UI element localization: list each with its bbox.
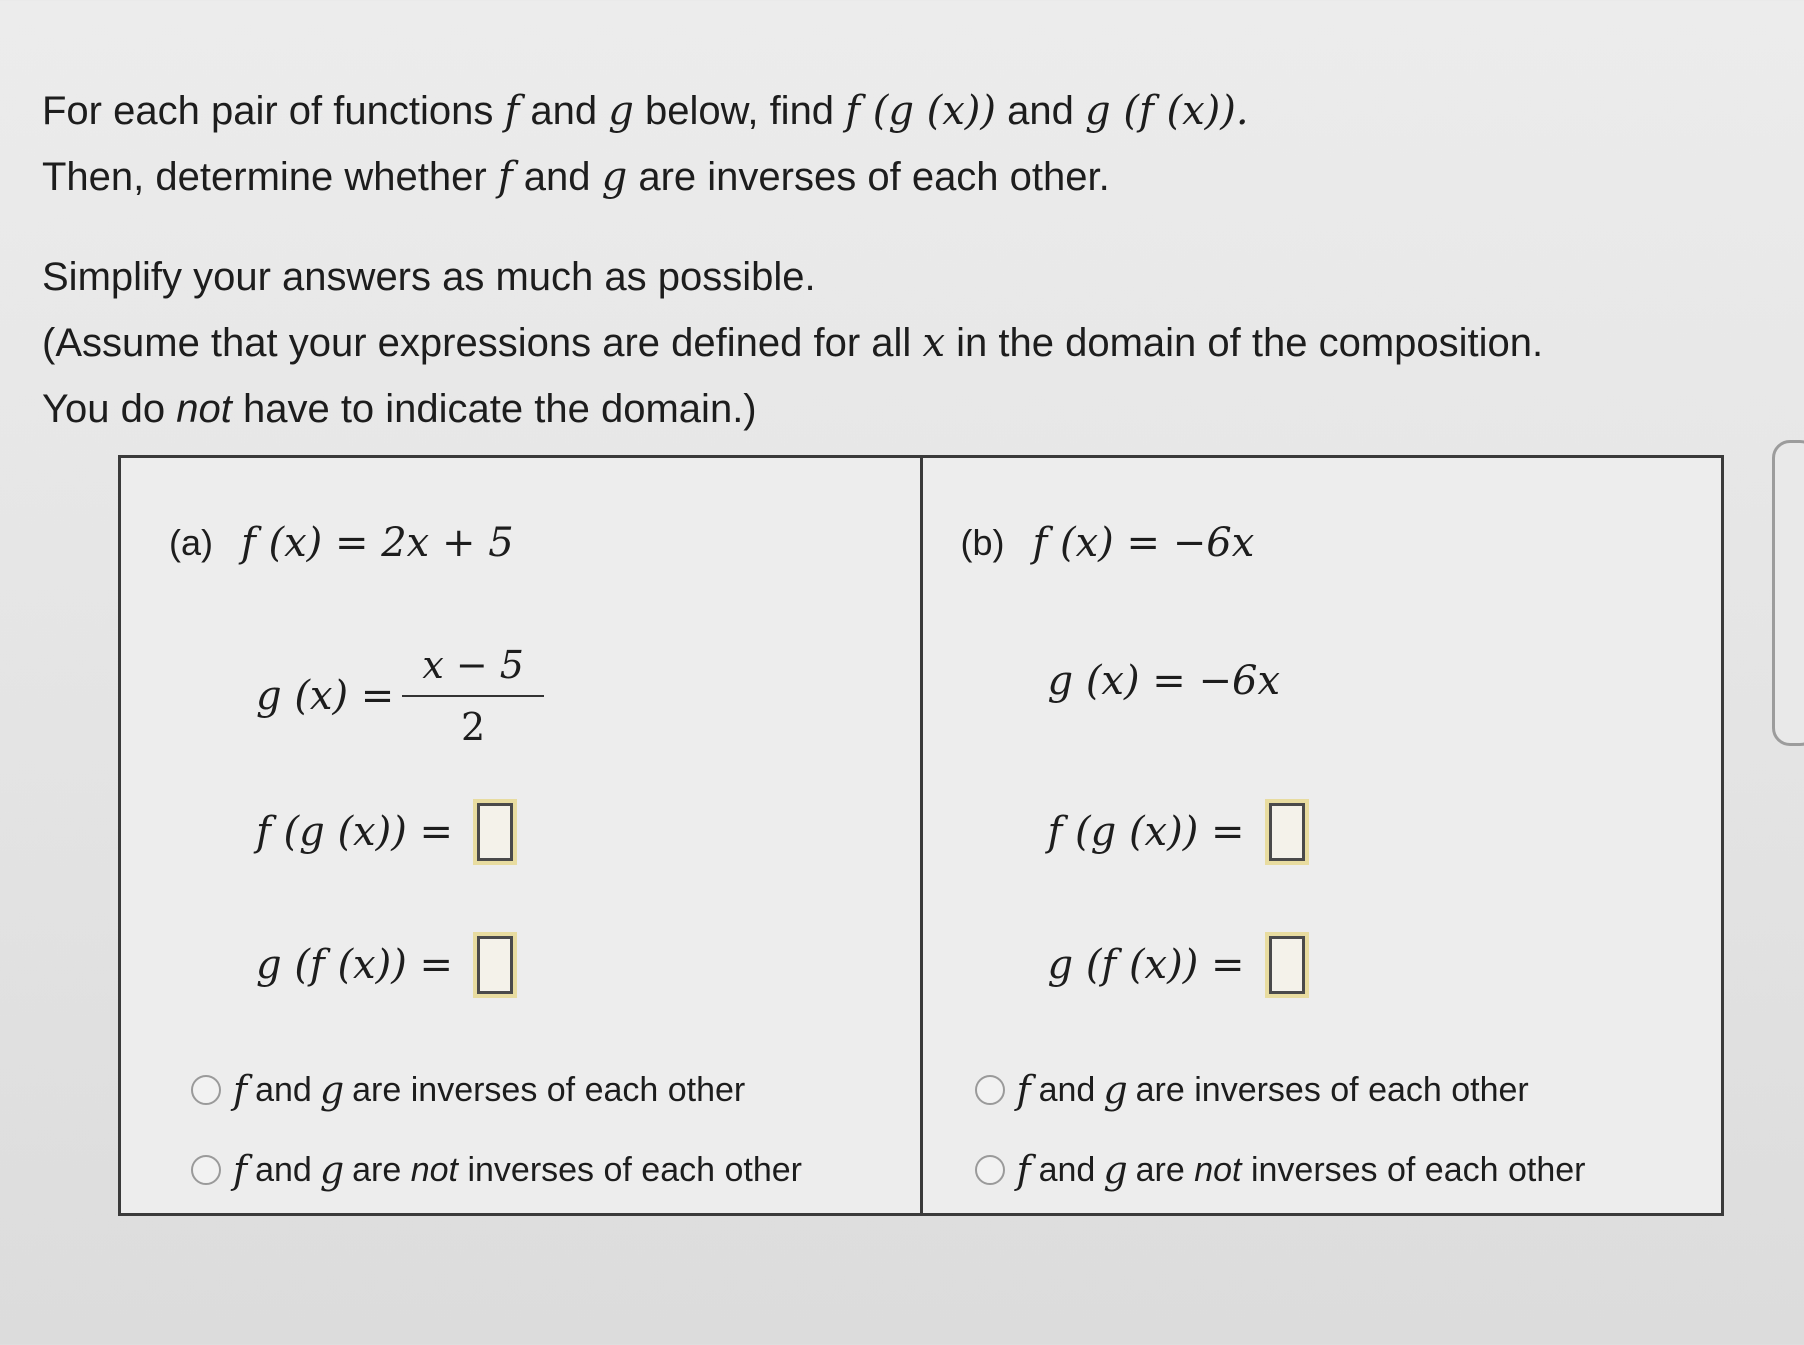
instruction-line-1 — [42, 78, 1762, 144]
math-g: g — [319, 1148, 345, 1192]
emphasis-not: not — [410, 1150, 458, 1189]
part-a-option-inverses[interactable] — [191, 1068, 745, 1112]
option-text: and — [1038, 1070, 1096, 1109]
fraction-denominator: 2 — [402, 695, 544, 749]
math-f: f — [504, 88, 520, 134]
instruction-line-3: Simplify your answers as much as possible. — [42, 255, 816, 299]
part-b-option-not-inverses[interactable] — [975, 1148, 1586, 1192]
spacer — [42, 210, 1762, 244]
radio-button[interactable] — [975, 1075, 1005, 1105]
part-b-g-definition — [1048, 658, 1281, 704]
part-a-f-of-g-row — [256, 803, 513, 861]
part-a-f-definition — [169, 520, 514, 566]
option-text: inverses of each other — [467, 1150, 802, 1189]
instruction-text: You do — [42, 387, 166, 431]
part-a-g-fraction — [412, 643, 534, 749]
instruction-text: below, find — [645, 89, 835, 133]
emphasis-not: not — [1194, 1150, 1242, 1189]
math-g: g — [1103, 1068, 1128, 1112]
part-a-f-of-g-input[interactable] — [477, 803, 513, 861]
option-text: are — [1135, 1150, 1185, 1189]
instruction-text: in the domain of the composition. — [956, 321, 1544, 365]
part-a-g-of-f-label: g (f (x)) = — [256, 942, 454, 988]
math-f: f — [233, 1068, 248, 1112]
instruction-text: Then, determine whether — [42, 155, 487, 199]
part-b-panel — [920, 458, 1722, 1213]
instruction-line-4 — [42, 310, 1762, 376]
part-a-f-of-g-label: f (g (x)) = — [256, 809, 454, 855]
part-b-f-of-g-label: f (g (x)) = — [1047, 809, 1245, 855]
radio-button[interactable] — [975, 1155, 1005, 1185]
math-f: f — [497, 154, 513, 200]
math-g: g — [319, 1068, 345, 1112]
instruction-text: (Assume that your expressions are defined for all — [42, 321, 912, 365]
part-b-f-definition — [961, 520, 1255, 566]
radio-button[interactable] — [191, 1075, 221, 1105]
math-f-of-g: f (g (x)) — [845, 88, 997, 134]
problem-table — [118, 455, 1724, 1216]
math-g-of-f: g (f (x)). — [1085, 88, 1249, 134]
part-a-g-lhs: g (x) = — [256, 673, 395, 719]
part-a-g-of-f-row — [256, 936, 513, 994]
part-b-f-of-g-input[interactable] — [1269, 803, 1305, 861]
part-b-g-of-f-row — [1048, 936, 1305, 994]
instructions — [42, 78, 1762, 442]
option-text: are inverses of each other — [352, 1070, 746, 1109]
math-g: g — [608, 88, 634, 134]
instruction-text: are inverses of each other. — [638, 155, 1110, 199]
part-b-g-of-f-label: g (f (x)) = — [1047, 942, 1245, 988]
part-b-g-expression: g (x) = −6x — [1047, 658, 1281, 704]
instruction-line-5 — [42, 376, 1762, 442]
side-panel-tab[interactable] — [1772, 440, 1804, 746]
instruction-text: and — [530, 89, 598, 133]
part-a-f-expression: f (x) = 2x + 5 — [241, 520, 514, 566]
math-f: f — [1016, 1068, 1031, 1112]
radio-button[interactable] — [191, 1155, 221, 1185]
part-a-g-definition — [256, 643, 534, 749]
fraction-numerator: x − 5 — [422, 643, 524, 687]
emphasis-not: not — [176, 387, 232, 431]
math-g: g — [1103, 1148, 1128, 1192]
part-a-label: (a) — [169, 522, 213, 563]
instruction-line-2 — [42, 144, 1762, 210]
part-a-g-of-f-input[interactable] — [477, 936, 513, 994]
instruction-text: For each pair of functions — [42, 89, 494, 133]
option-text: and — [255, 1150, 312, 1189]
part-b-option-inverses[interactable] — [975, 1068, 1529, 1112]
math-g: g — [601, 154, 628, 200]
math-f: f — [1016, 1148, 1031, 1192]
part-b-label: (b) — [960, 522, 1005, 563]
option-text: inverses of each other — [1250, 1150, 1586, 1189]
part-b-f-expression: f (x) = −6x — [1032, 520, 1255, 566]
math-x: x — [922, 320, 946, 366]
part-a-panel — [121, 458, 920, 1213]
part-a-option-not-inverses[interactable] — [191, 1148, 802, 1192]
math-f: f — [233, 1148, 248, 1192]
option-text: and — [1038, 1150, 1096, 1189]
instruction-text: and — [1007, 89, 1074, 133]
part-b-g-of-f-input[interactable] — [1269, 936, 1305, 994]
part-b-f-of-g-row — [1048, 803, 1305, 861]
option-text: and — [255, 1070, 312, 1109]
instruction-text: have to indicate the domain.) — [242, 387, 757, 431]
option-text: are inverses of each other — [1135, 1070, 1529, 1109]
option-text: are — [352, 1150, 402, 1189]
instruction-text: and — [523, 155, 591, 199]
